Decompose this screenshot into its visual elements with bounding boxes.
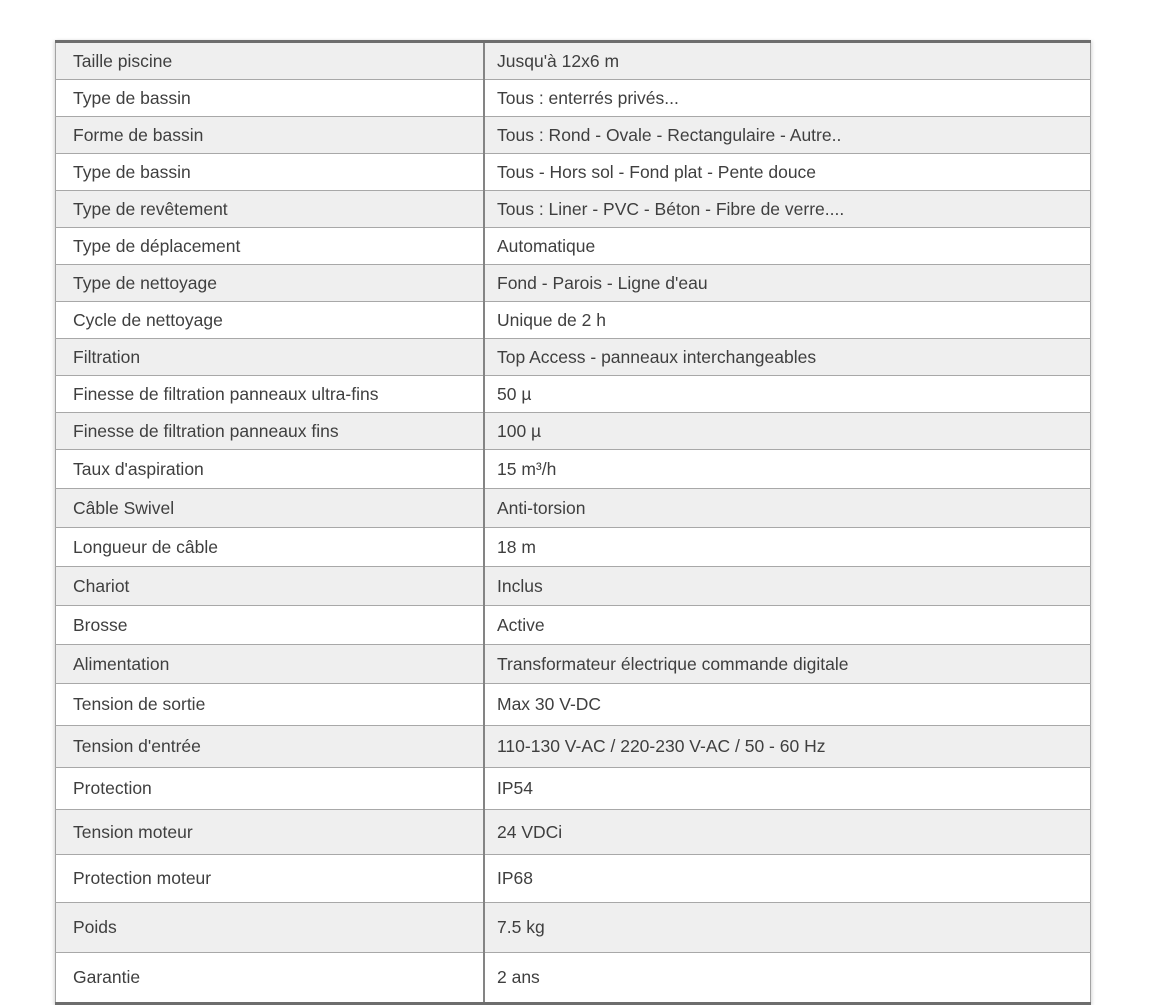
spec-value-cell: 18 m xyxy=(484,528,1091,567)
spec-value-cell: Top Access - panneaux interchangeables xyxy=(484,339,1091,376)
spec-value-cell: Fond - Parois - Ligne d'eau xyxy=(484,265,1091,302)
spec-label-cell: Type de revêtement xyxy=(56,191,485,228)
spec-value-cell: Max 30 V-DC xyxy=(484,684,1091,726)
spec-value-cell: Inclus xyxy=(484,567,1091,606)
spec-table-container xyxy=(55,40,1091,1005)
table-row xyxy=(56,191,1091,228)
spec-label-cell: Cycle de nettoyage xyxy=(56,302,485,339)
spec-label-cell: Forme de bassin xyxy=(56,117,485,154)
spec-label-cell: Garantie xyxy=(56,953,485,1004)
table-row xyxy=(56,953,1091,1004)
table-row xyxy=(56,42,1091,80)
table-row xyxy=(56,489,1091,528)
spec-value-cell: 24 VDCi xyxy=(484,810,1091,855)
spec-value-cell: Jusqu'à 12x6 m xyxy=(497,50,620,71)
table-row xyxy=(56,606,1091,645)
spec-label-cell: Type de nettoyage xyxy=(56,265,485,302)
table-row xyxy=(56,80,1091,117)
spec-label-cell: Longueur de câble xyxy=(56,528,485,567)
specifications-table xyxy=(55,40,1091,1005)
spec-label-cell: Tension d'entrée xyxy=(56,726,485,768)
table-row xyxy=(56,768,1091,810)
spec-label-cell: Poids xyxy=(56,903,485,953)
table-row xyxy=(56,726,1091,768)
spec-label-cell: Taille piscine xyxy=(56,42,485,80)
spec-value-cell: IP54 xyxy=(484,768,1091,810)
spec-value-cell: Unique de 2 h xyxy=(484,302,1091,339)
spec-label-cell: Finesse de filtration panneaux ultra-fins xyxy=(56,376,485,413)
spec-label-cell: Filtration xyxy=(56,339,485,376)
spec-table-body xyxy=(56,42,1091,1004)
spec-label-cell: Taux d'aspiration xyxy=(56,450,485,489)
table-row xyxy=(56,684,1091,726)
table-row xyxy=(56,154,1091,191)
spec-label-cell: Tension de sortie xyxy=(56,684,485,726)
spec-value-cell: Automatique xyxy=(484,228,1091,265)
spec-value-cell: IP68 xyxy=(484,855,1091,903)
table-row xyxy=(56,339,1091,376)
table-row xyxy=(56,855,1091,903)
spec-label-cell: Type de bassin xyxy=(56,80,485,117)
spec-value-cell: Transformateur électrique commande digitale xyxy=(484,645,1091,684)
table-row xyxy=(56,810,1091,855)
spec-value-cell: Tous : Rond - Ovale - Rectangulaire - Autre.. xyxy=(484,117,1091,154)
spec-value-cell: 50 µ xyxy=(484,376,1091,413)
spec-value-cell: 100 µ xyxy=(484,413,1091,450)
table-row xyxy=(56,302,1091,339)
spec-value-cell: 7.5 kg xyxy=(484,903,1091,953)
spec-label-cell: Tension moteur xyxy=(56,810,485,855)
table-row xyxy=(56,117,1091,154)
spec-value-cell: 110-130 V-AC / 220-230 V-AC / 50 - 60 Hz xyxy=(484,726,1091,768)
spec-value-cell: Tous : enterrés privés... xyxy=(484,80,1091,117)
table-row xyxy=(56,413,1091,450)
table-row xyxy=(56,376,1091,413)
spec-label-cell: Finesse de filtration panneaux fins xyxy=(56,413,485,450)
spec-label-cell: Protection moteur xyxy=(56,855,485,903)
spec-value-cell: Tous - Hors sol - Fond plat - Pente douce xyxy=(484,154,1091,191)
table-row xyxy=(56,903,1091,953)
table-row xyxy=(56,265,1091,302)
spec-label-cell: Alimentation xyxy=(56,645,485,684)
spec-value-cell: 15 m³/h xyxy=(484,450,1091,489)
table-row xyxy=(56,645,1091,684)
spec-label-cell: Type de bassin xyxy=(56,154,485,191)
spec-value-cell: Tous : Liner - PVC - Béton - Fibre de verre.... xyxy=(484,191,1091,228)
table-row xyxy=(56,528,1091,567)
spec-label-cell: Brosse xyxy=(56,606,485,645)
spec-value-cell: Anti-torsion xyxy=(484,489,1091,528)
spec-label-cell: Type de déplacement xyxy=(56,228,485,265)
spec-label-cell: Chariot xyxy=(56,567,485,606)
spec-label-cell: Câble Swivel xyxy=(56,489,485,528)
table-row xyxy=(56,450,1091,489)
table-row xyxy=(56,567,1091,606)
spec-value-cell: 2 ans xyxy=(484,953,1091,1004)
spec-label-cell: Protection xyxy=(56,768,485,810)
table-row xyxy=(56,228,1091,265)
spec-value-cell: Active xyxy=(484,606,1091,645)
